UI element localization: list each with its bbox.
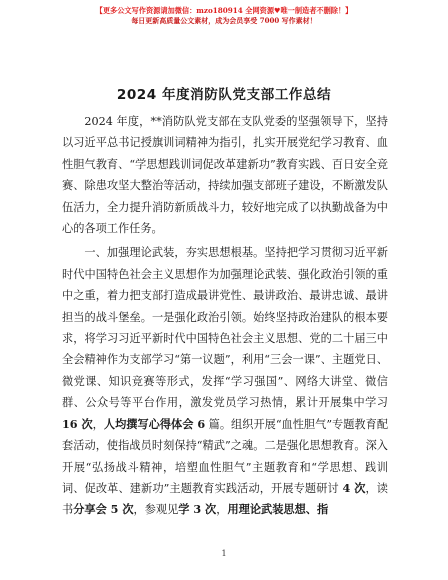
promo-banner	[0, 6, 448, 26]
intro-paragraph: 2024 年度，**消防队党支部在支队党委的坚强领导下，坚持以习近平总书记授旗训词精神为指引，扎实开展党纪学习教育、血性胆气教育、“学思想践训词促改革建新功”教育实践、百日安全竞赛、除患攻坚大整治等活动，持续加强支部班子建设，不断激发队伍活力，全力提升消防新质战斗力，较好地完成了以执勤战备为中心的各项工作任务。	[62, 115, 388, 236]
bold-reading-count: 分享会 5 次	[73, 502, 134, 517]
section-1-text-a: 一、加强理论武装，夯实思想根基。坚持把学习贯彻习近平新时代中国特色社会主义思想作为加强理论武装、强化政治引领的重中之重，着力把支部打造成最讲党性、最讲政治、最讲忠诚、最讲担当的战斗堡垒。一是强化政治引领。始终坚持政治建队的根本要求，将学习习近平新时代中国特色社会主义思想、党的二十届三中全会精神作为支部学习“第一议题”，利用“三会一课”、主题党日、微党课、知识竞赛等形式，发挥“学习强国”、网络大讲堂、微信群、公众号等平台作用，激发党员学习热情，累计开展集中学习	[62, 246, 388, 410]
section-1-sep-2: ，读书	[62, 481, 388, 517]
bold-reflection-count: 人均撰写心得体会 6	[103, 416, 206, 431]
bold-study-count: 16 次	[62, 416, 93, 431]
section-1-text-b: 篇。组织开展“血性胆气”专题教育配套活动，使指战员时刻保持“精武”之魂。二是强化思想教育。深入开展“弘扬战斗精神，培塑血性胆气”主题教育和“学思想、践训词、促改革、建新功”主题教育实践活动，开展专题研讨	[62, 417, 389, 495]
document-title: 2024 年度消防队党支部工作总结	[116, 87, 332, 103]
promo-banner-line-1: 【更多公文写作资源请加微信：mzo180914 全网资源♥唯一制造者不删除！】	[95, 6, 353, 15]
bold-seminar-count: 4 次	[342, 480, 366, 495]
section-1-sep-1: ，	[92, 417, 104, 431]
promo-banner-line-2: 每日更新高质量公文素材，成为会员享受 7000 写作素材！	[131, 16, 317, 25]
page-number: 1	[221, 549, 227, 558]
section-1-sep-4: ，	[216, 503, 228, 517]
section-1-paragraph	[62, 242, 388, 520]
document-body	[62, 111, 388, 521]
section-1-sep-3: ，参观见	[133, 503, 179, 517]
bold-theory-phrase: 用理论武装思想、指	[227, 502, 329, 517]
bold-visit-count: 学 3 次	[178, 502, 217, 517]
